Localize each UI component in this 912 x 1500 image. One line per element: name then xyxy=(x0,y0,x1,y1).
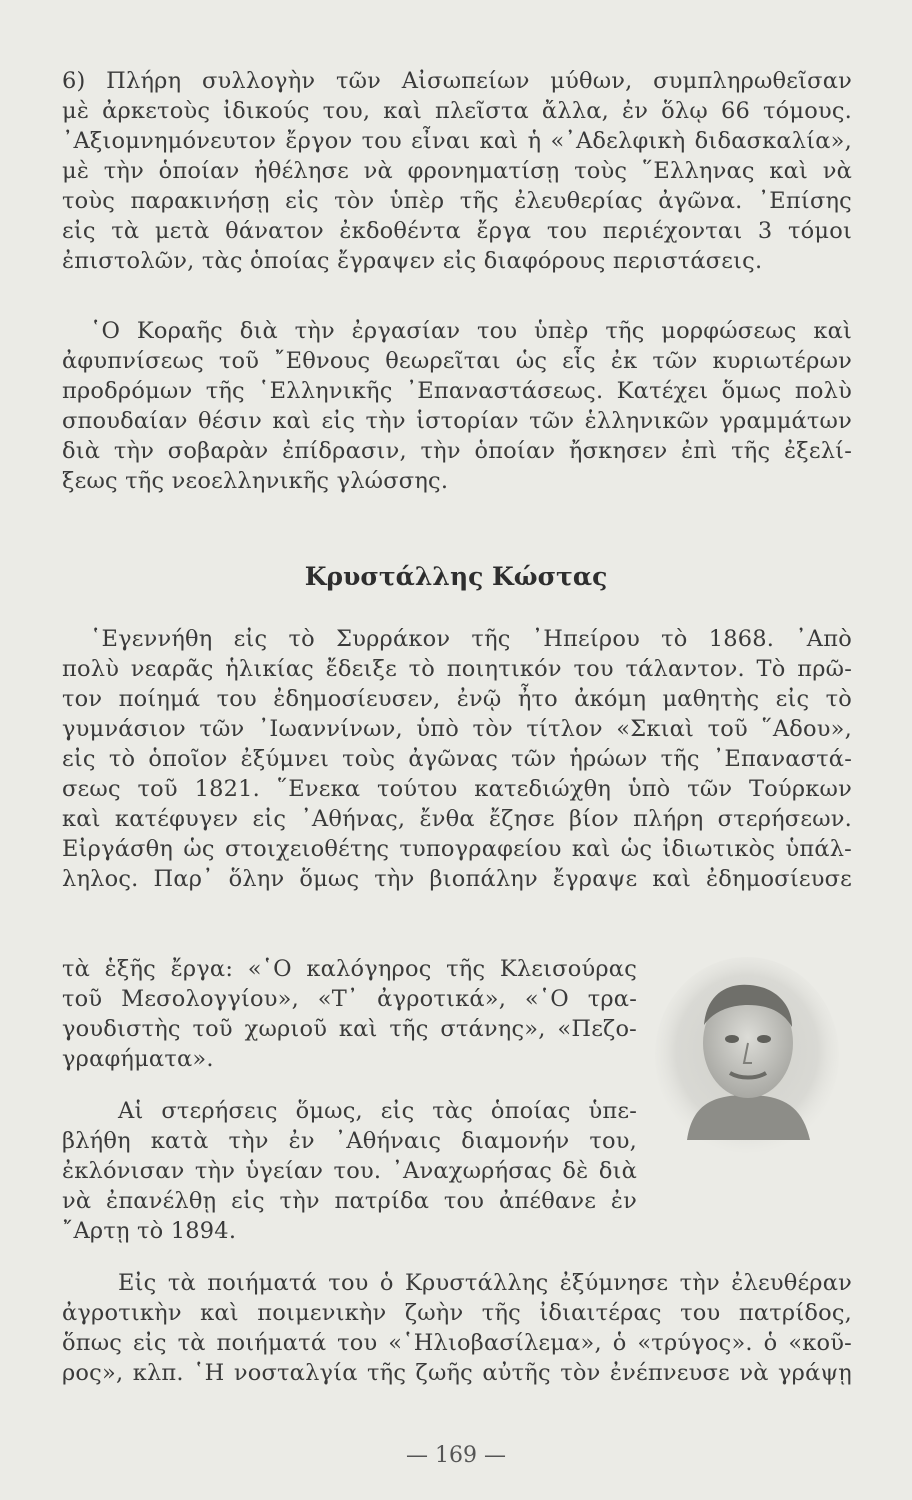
text-line: σεως τοῦ 1821. ῞Ενεκα τούτου κατεδιώχθη ὑπὸ τῶν Τούρκων xyxy=(62,776,852,802)
text-line: τοὺς παρακινήσῃ εἰς τὸν ὑπὲρ τῆς ἐλευθερίας ἀγῶνα. ᾿Επίσης xyxy=(62,188,852,214)
text-line: εἰς τὰ μετὰ θάνατον ἐκδοθέντα ἔργα του περιέχονται 3 τόμοι xyxy=(62,218,852,244)
text-line: μὲ ἀρκετοὺς ἰδικούς του, καὶ πλεῖστα ἄλλα, ἐν ὅλῳ 66 τόμους. xyxy=(62,98,852,124)
text-line: ἐπιστολῶν, τὰς ὁποίας ἔγραψεν εἰς διαφόρους περιστάσεις. xyxy=(62,248,763,274)
text-line: ξεως τῆς νεοελληνικῆς γλώσσης. xyxy=(62,468,449,494)
text-line: διὰ τὴν σοβαρὰν ἐπίδρασιν, τὴν ὁποίαν ἤσκησεν ἐπὶ τῆς ἐξελί- xyxy=(62,438,852,464)
portrait-right-eye xyxy=(757,1035,771,1043)
text-line: σπουδαίαν θέσιν καὶ εἰς τὴν ἱστορίαν τῶν ἑλληνικῶν γραμμάτων xyxy=(62,408,852,434)
text-line: ἀγροτικὴν καὶ ποιμενικὴν ζωὴν τῆς ἰδιαιτέρας του πατρίδος, xyxy=(62,1300,852,1326)
text-line: ὅπως εἰς τὰ ποιήματά του «῾Ηλιοβασίλεμα», ὁ «τρύγος». ὁ «κοῦ- xyxy=(62,1330,852,1356)
text-line: ληλος. Παρ᾿ ὅλην ὅμως τὴν βιοπάλην ἔγραψε καὶ ἐδημοσίευσε xyxy=(62,866,852,892)
text-line: Αἱ στερήσεις ὅμως, εἰς τὰς ὁποίας ὑπε- xyxy=(118,1098,637,1124)
page-number: — 169 — xyxy=(406,1443,506,1468)
paragraph-krystallis-bio xyxy=(62,624,852,894)
text-line: γυμνάσιον τῶν ᾿Ιωαννίνων, ὑπὸ τὸν τίτλον «Σκιαὶ τοῦ ῞Αδου», xyxy=(62,716,852,742)
text-line: τοῦ Μεσολογγίου», «Τ᾿ ἀγροτικά», «῾Ο τρα- xyxy=(62,986,637,1012)
text-line: νὰ ἐπανέλθῃ εἰς τὴν πατρίδα του ἀπέθανε ἐν xyxy=(62,1188,637,1214)
text-line: προδρόμων τῆς ῾Ελληνικῆς ᾿Επαναστάσεως. Κατέχει ὅμως πολὺ xyxy=(62,378,852,404)
paragraph-korais-legacy xyxy=(62,316,852,496)
text-line: ῾Εγεννήθη εἰς τὸ Συρράκον τῆς ᾿Ηπείρου τὸ 1868. ᾿Απὸ xyxy=(90,626,852,652)
text-line: εἰς τὸ ὁποῖον ἐξύμνει τοὺς ἀγῶνας τῶν ἡρώων τῆς ᾿Επαναστά- xyxy=(62,746,852,772)
text-line: Εἰργάσθη ὡς στοιχειοθέτης τυπογραφείου καὶ ὡς ἰδιωτικὸς ὑπάλ- xyxy=(62,836,852,862)
text-line: ἀφυπνίσεως τοῦ ῎Εθνους θεωρεῖται ὡς εἷς ἐκ τῶν κυριωτέρων xyxy=(62,348,852,374)
paragraph-krystallis-death xyxy=(62,1096,637,1246)
text-line: γραφήματα». xyxy=(62,1046,214,1072)
text-line: βλήθη κατὰ τὴν ἐν ᾿Αθήναις διαμονήν του, xyxy=(62,1128,637,1154)
section-heading: Κρυστάλλης Κώστας xyxy=(304,562,608,591)
text-line: ῎Αρτῃ τὸ 1894. xyxy=(62,1218,237,1244)
text-line: γουδιστὴς τοῦ χωριοῦ καὶ τῆς στάνης», «Πεζο- xyxy=(62,1016,637,1042)
text-line: πολὺ νεαρᾶς ἡλικίας ἔδειξε τὸ ποιητικόν του τάλαντον. Τὸ πρῶ- xyxy=(62,656,852,682)
text-line: μὲ τὴν ὁποίαν ἠθέλησε νὰ φρονηματίσῃ τοὺς ῞Ελληνας καὶ νὰ xyxy=(62,158,852,184)
text-line: Εἰς τὰ ποιήματά του ὁ Κρυστάλλης ἐξύμνησε τὴν ἐλευθέραν xyxy=(118,1270,852,1296)
text-line: τον ποίημά του ἐδημοσίευσεν, ἐνῷ ἦτο ἀκόμη μαθητὴς εἰς τὸ xyxy=(62,686,852,712)
text-line: ἐκλόνισαν τὴν ὑγείαν του. ᾿Αναχωρήσας δὲ διὰ xyxy=(62,1158,637,1184)
paragraph-krystallis-works xyxy=(62,954,637,1074)
paragraph-krystallis-poetry xyxy=(62,1268,852,1388)
text-line: τὰ ἑξῆς ἔργα: «῾Ο καλόγηρος τῆς Κλεισούρας xyxy=(62,956,637,982)
text-line: 6) Πλήρη συλλογὴν τῶν Αἰσωπείων μύθων, συμπληρωθεῖσαν xyxy=(62,68,852,94)
text-line: καὶ κατέφυγεν εἰς ᾿Αθήνας, ἔνθα ἔζησε βίον πλήρη στερήσεων. xyxy=(62,806,852,832)
text-line: ᾿Αξιομνημόνευτον ἔργον του εἶναι καὶ ἡ «᾿Αδελφικὴ διδασκαλία», xyxy=(62,128,852,154)
text-line: ῾Ο Κοραῆς διὰ τὴν ἐργασίαν του ὑπὲρ τῆς μορφώσεως καὶ xyxy=(90,318,852,344)
text-line: ρος», κλπ. ῾Η νοσταλγία τῆς ζωῆς αὐτῆς τὸν ἐνέπνευσε νὰ γράψῃ xyxy=(62,1360,852,1386)
paragraph-korais-works xyxy=(62,66,852,276)
portrait-image xyxy=(652,955,842,1155)
portrait-left-eye xyxy=(725,1035,739,1043)
